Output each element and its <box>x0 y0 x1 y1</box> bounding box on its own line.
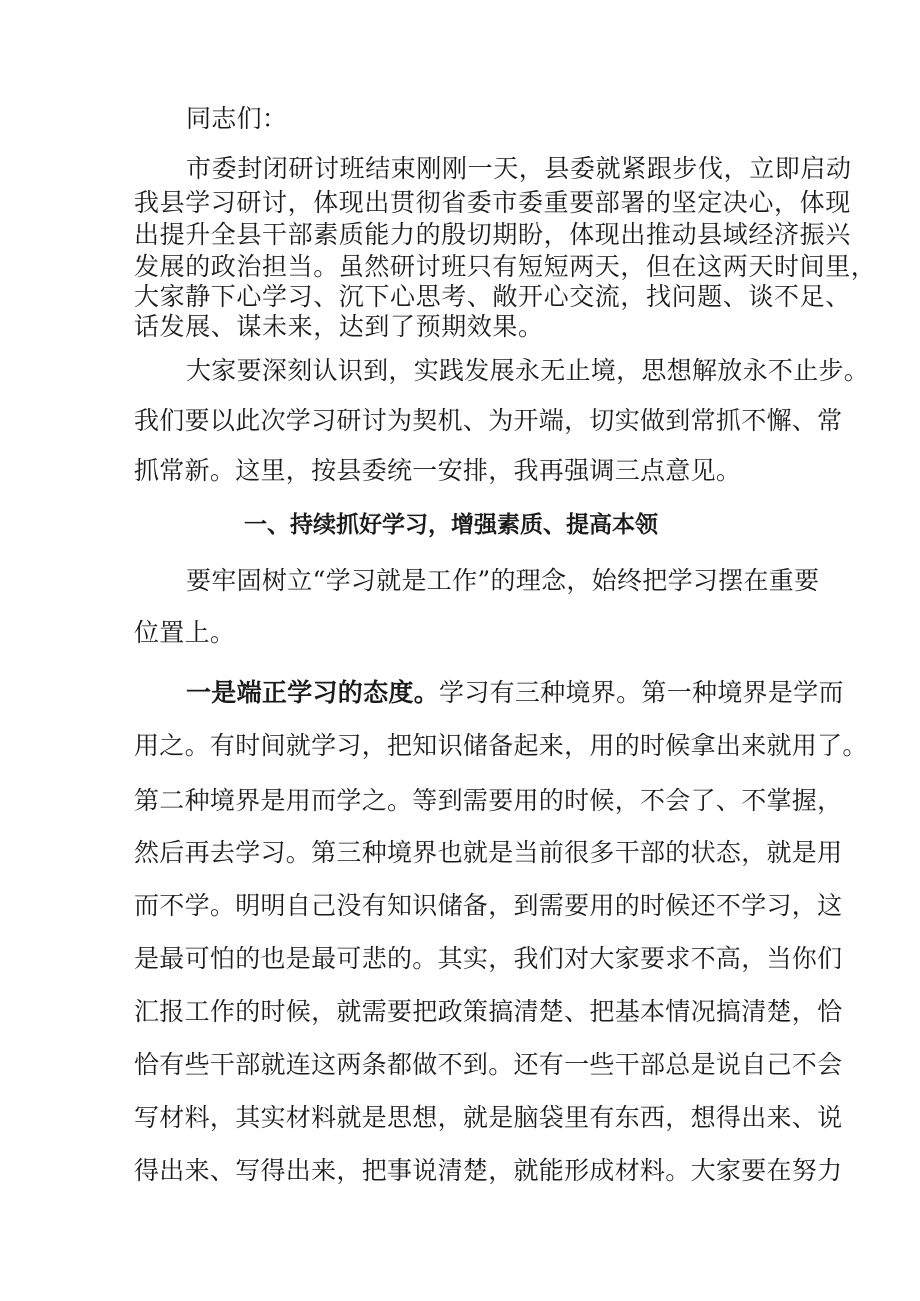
paragraph-line: 写材料，其实材料就是思想，就是脑袋里有东西，想得出来、说 <box>134 1103 843 1132</box>
salutation: 同志们： <box>186 104 288 133</box>
paragraph-line: 大家静下心学习、沉下心思考、敞开心交流，找问题、谈不足、 <box>134 282 851 311</box>
paragraph-line: 汇报工作的时候，就需要把政策搞清楚、把基本情况搞清楚，恰 <box>134 997 843 1026</box>
paragraph-line: 位置上。 <box>134 618 236 647</box>
paragraph-text: 学习有三种境界。第一种境界是学而 <box>439 678 844 707</box>
paragraph-line: 我县学习研讨，体现出贯彻省委市委重要部署的坚定决心，体现 <box>134 188 851 217</box>
paragraph-line: 而不学。明明自己没有知识储备，到需要用的时候还不学习，这 <box>134 891 843 920</box>
paragraph-line <box>186 678 846 708</box>
paragraph-line: 市委封闭研讨班结束刚刚一天，县委就紧跟步伐，立即启动 <box>186 154 852 183</box>
paragraph-line: 发展的政治担当。虽然研讨班只有短短两天，但在这两天时间里， <box>134 252 877 281</box>
paragraph-line: 是最可怕的也是最可悲的。其实，我们对大家要求不高，当你们 <box>134 944 843 973</box>
paragraph-line: 第二种境界是用而学之。等到需要用的时候，不会了、不掌握， <box>134 786 843 815</box>
paragraph-line: 出提升全县干部素质能力的殷切期盼，体现出推动县域经济振兴 <box>134 220 851 249</box>
paragraph-line: 用之。有时间就学习，把知识储备起来，用的时候拿出来就用了。 <box>134 731 868 760</box>
paragraph-line: 恰有些干部就连这两条都做不到。还有一些干部总是说自己不会 <box>134 1050 843 1079</box>
paragraph-line: 得出来、写得出来，把事说清楚，就能形成材料。大家要在努力 <box>134 1156 843 1185</box>
paragraph-line: 然后再去学习。第三种境界也就是当前很多干部的状态，就是用 <box>134 838 843 867</box>
section-heading: 一、持续抓好学习，增强素质、提高本领 <box>244 512 658 538</box>
paragraph-line: 抓常新。这里，按县委统一安排，我再强调三点意见。 <box>134 456 742 485</box>
bold-lead-text: 一是端正学习的态度。 <box>186 678 440 707</box>
paragraph-line: 大家要深刻认识到，实践发展永无止境，思想解放永不止步。 <box>186 356 870 385</box>
paragraph-line: 要牢固树立“学习就是工作”的理念，始终把学习摆在重要 <box>186 566 820 595</box>
paragraph-line: 我们要以此次学习研讨为契机、为开端，切实做到常抓不懈、常 <box>134 406 843 435</box>
paragraph-line: 话发展、谋未来，达到了预期效果。 <box>134 312 544 341</box>
